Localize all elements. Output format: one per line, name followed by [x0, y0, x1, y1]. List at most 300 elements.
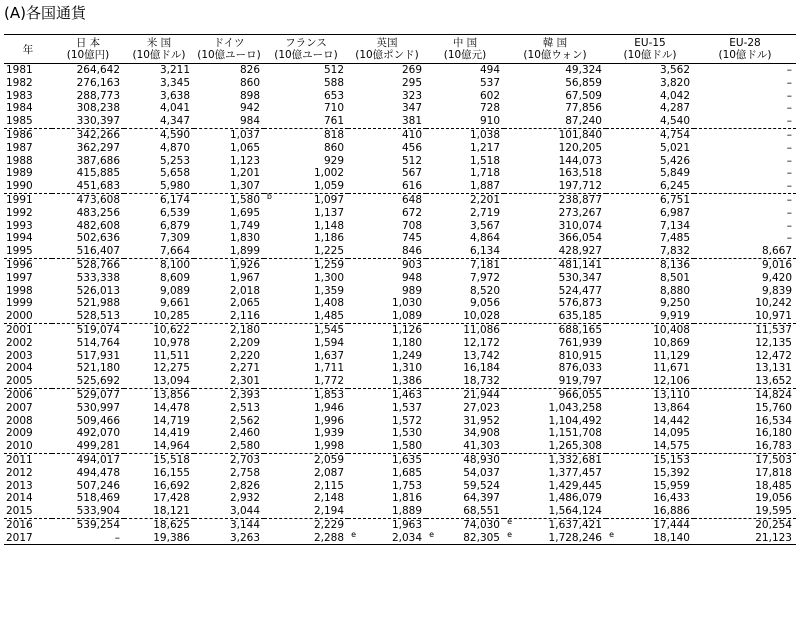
- cell-usa: [124, 285, 194, 298]
- value-uk: [402, 232, 422, 245]
- value-text: 16,155: [153, 466, 190, 479]
- cell-eu15: [606, 64, 694, 77]
- value-eu28: [755, 324, 792, 337]
- value-eu15: [660, 129, 690, 142]
- value-text: 15,153: [653, 453, 690, 466]
- value-usa: [160, 232, 190, 245]
- cell-eu15: [606, 128, 694, 141]
- value-eu28: [762, 285, 792, 298]
- cell-year: 1993: [6, 219, 33, 232]
- value-france: [314, 375, 344, 388]
- table-row: [4, 402, 796, 415]
- cell-china: [426, 375, 504, 388]
- value-text: 473,608: [76, 193, 120, 206]
- table-row: [4, 297, 796, 310]
- value-eu15: [660, 220, 690, 233]
- value-text: 8,136: [659, 258, 690, 271]
- value-text: 9,420: [761, 271, 792, 284]
- cell-eu15: [606, 142, 694, 155]
- value-text: 10,978: [153, 336, 190, 349]
- value-china: [463, 350, 500, 363]
- value-text: 1,249: [391, 349, 422, 362]
- cell-germany: [194, 467, 264, 480]
- value-text: 17,444: [653, 518, 690, 531]
- value-eu28: [787, 77, 792, 90]
- value-france: [314, 310, 344, 323]
- value-text: 1,889: [391, 505, 422, 518]
- cell-china: [426, 529, 512, 545]
- table-row: [4, 77, 796, 90]
- value-japan: [77, 259, 120, 272]
- value-text: 2,703: [229, 453, 260, 466]
- value-text: 310,074: [558, 219, 602, 232]
- cell-france: [264, 453, 348, 466]
- value-japan: [77, 492, 120, 505]
- cell-year: 2002: [6, 336, 33, 349]
- cell-year: 1981: [6, 64, 33, 76]
- value-text: 19,386: [153, 531, 190, 544]
- value-text: 9,016: [761, 258, 792, 271]
- value-text: 1,685: [391, 466, 422, 479]
- value-text: 810,915: [558, 349, 602, 362]
- table-row: [4, 167, 796, 180]
- cell-year: 1995: [4, 245, 52, 258]
- value-text: 4,754: [659, 128, 690, 141]
- value-china: [463, 467, 500, 480]
- value-text: 12,275: [153, 362, 190, 375]
- cell-japan: [52, 193, 124, 206]
- value-france: [324, 64, 344, 77]
- value-text: 1,939: [313, 427, 344, 440]
- cell-uk: [348, 90, 426, 103]
- value-korea: [549, 427, 602, 440]
- value-text: 17,503: [755, 453, 792, 466]
- cell-usa: [124, 128, 194, 141]
- value-text: 860: [323, 141, 344, 154]
- value-text: 428,927: [558, 245, 602, 258]
- value-usa: [153, 454, 190, 467]
- cell-usa: [124, 505, 194, 518]
- value-text: 7,134: [659, 219, 690, 232]
- unit-eu28: (10億ドル): [694, 49, 796, 64]
- value-france: [314, 220, 344, 233]
- cell-year: 2013: [6, 479, 33, 492]
- cell-france: [264, 297, 348, 310]
- cell-germany: [194, 142, 264, 155]
- value-text: 1,359: [313, 284, 344, 297]
- value-text: 539,254: [76, 518, 120, 531]
- value-uk: [392, 310, 422, 323]
- cell-eu28: [694, 350, 796, 363]
- cell-france: [264, 207, 348, 220]
- value-france: [314, 505, 344, 518]
- value-uk: [392, 324, 422, 337]
- cell-japan: [52, 258, 124, 271]
- cell-year: 2008: [6, 414, 33, 427]
- value-korea: [548, 529, 614, 545]
- value-eu15: [660, 259, 690, 272]
- cell-germany: [194, 518, 264, 531]
- value-text: 533,904: [76, 505, 120, 518]
- value-text: 3,211: [159, 64, 190, 76]
- cell-eu28: [694, 128, 796, 141]
- cell-germany: [194, 191, 272, 206]
- cell-china: [426, 350, 504, 363]
- cell-eu28: [694, 467, 796, 480]
- table-body: [4, 64, 796, 545]
- value-china: [470, 232, 500, 245]
- value-text: 521,988: [76, 297, 120, 310]
- value-text: 1,097: [313, 193, 344, 206]
- footnote-mark: e: [609, 529, 614, 539]
- cell-eu15: [606, 467, 694, 480]
- cell-china: [426, 258, 504, 271]
- value-text: 648: [401, 193, 422, 206]
- table-row: [4, 142, 796, 155]
- value-eu15: [653, 324, 690, 337]
- value-eu28: [755, 389, 792, 402]
- value-china: [470, 259, 500, 272]
- table-row: [4, 480, 796, 493]
- value-uk: [392, 297, 422, 310]
- cell-eu28: [694, 64, 796, 77]
- cell-germany: [194, 232, 264, 245]
- value-china: [480, 77, 500, 90]
- value-uk: [392, 454, 422, 467]
- cell-germany: [194, 207, 264, 220]
- value-text: 1,816: [391, 492, 422, 505]
- value-france: [314, 207, 344, 220]
- cell-france: [264, 415, 348, 428]
- value-japan: [77, 285, 120, 298]
- cell-france: [264, 427, 348, 440]
- value-text: 10,622: [153, 323, 190, 336]
- value-korea: [559, 220, 602, 233]
- cell-eu28: [694, 323, 796, 336]
- value-text: 653: [323, 89, 344, 102]
- cell-usa: [124, 142, 194, 155]
- table-row: [4, 310, 796, 323]
- value-text: 14,478: [153, 401, 190, 414]
- value-text: 1,572: [391, 414, 422, 427]
- value-eu28: [787, 155, 792, 168]
- cell-korea: [504, 232, 606, 245]
- cell-germany: [194, 272, 264, 285]
- value-text: 494,478: [76, 466, 120, 479]
- value-japan: [77, 454, 120, 467]
- value-text: 14,095: [653, 427, 690, 440]
- cell-usa: [124, 350, 194, 363]
- value-text: 9,919: [659, 310, 690, 323]
- table-row: [4, 323, 796, 336]
- cell-year: 2014: [6, 492, 33, 505]
- cell-eu15: [606, 310, 694, 323]
- footnote-mark: b: [266, 191, 272, 201]
- value-germany: [230, 415, 260, 428]
- value-china: [463, 454, 500, 467]
- value-germany: [230, 467, 260, 480]
- value-text: 410: [401, 128, 422, 141]
- value-china: [480, 90, 500, 103]
- cell-japan: [52, 402, 124, 415]
- cell-france: [264, 467, 348, 480]
- value-text: 56,859: [565, 76, 602, 89]
- cell-japan: [52, 128, 124, 141]
- value-usa: [153, 324, 190, 337]
- value-china: [470, 129, 500, 142]
- value-text: 517,931: [76, 349, 120, 362]
- value-japan: [77, 142, 120, 155]
- value-uk: [391, 529, 434, 545]
- cell-germany: [194, 220, 264, 233]
- cell-china: [426, 285, 504, 298]
- cell-korea: [504, 258, 606, 271]
- value-usa: [160, 64, 190, 77]
- cell-uk: [348, 453, 426, 466]
- value-text: 4,540: [659, 115, 690, 128]
- value-japan: [77, 505, 120, 518]
- cell-uk: [348, 518, 426, 531]
- cell-korea: [504, 323, 606, 336]
- cell-usa: [124, 440, 194, 453]
- value-china: [463, 310, 500, 323]
- value-text: 14,719: [153, 414, 190, 427]
- cell-japan: [52, 77, 124, 90]
- cell-france: [264, 337, 348, 350]
- value-france: [314, 454, 344, 467]
- value-usa: [160, 194, 190, 207]
- value-text: 1,518: [469, 154, 500, 167]
- value-text: 14,964: [153, 440, 190, 453]
- table-row: [4, 532, 796, 545]
- cell-uk: [348, 323, 426, 336]
- value-text: 482,608: [76, 219, 120, 232]
- value-text: 16,180: [755, 427, 792, 440]
- value-korea: [549, 505, 602, 518]
- value-germany: [230, 310, 260, 323]
- value-china: [480, 102, 500, 115]
- value-text: 6,174: [159, 193, 190, 206]
- table-row: [4, 245, 796, 258]
- value-text: 494,017: [76, 453, 120, 466]
- cell-eu28: [694, 532, 796, 545]
- cell-germany: [194, 532, 264, 545]
- value-text: 1,486,079: [548, 492, 602, 505]
- cell-year: 1990: [4, 180, 52, 193]
- table-row: [4, 415, 796, 428]
- value-usa: [153, 415, 190, 428]
- value-korea: [559, 129, 602, 142]
- value-text: 1,217: [469, 141, 500, 154]
- value-korea: [549, 492, 602, 505]
- value-eu15: [653, 519, 690, 532]
- value-france: [324, 102, 344, 115]
- cell-japan: [52, 453, 124, 466]
- value-text: 2,460: [229, 427, 260, 440]
- cell-japan: [52, 297, 124, 310]
- cell-china: [426, 180, 504, 193]
- table-row: [4, 375, 796, 388]
- cell-year: 1987: [6, 141, 33, 154]
- cell-france: [264, 375, 348, 388]
- value-text: 876,033: [558, 362, 602, 375]
- cell-eu15: [606, 232, 694, 245]
- cell-france: [264, 362, 348, 375]
- cell-japan: [52, 155, 124, 168]
- value-germany: [230, 362, 260, 375]
- value-usa: [153, 389, 190, 402]
- cell-france: [264, 402, 348, 415]
- value-eu28: [762, 272, 792, 285]
- value-text: 5,849: [659, 167, 690, 180]
- cell-japan: [52, 362, 124, 375]
- cell-china: [426, 245, 504, 258]
- value-text: 1,148: [313, 219, 344, 232]
- value-eu15: [653, 480, 690, 493]
- value-eu15: [660, 272, 690, 285]
- value-text: 521,180: [76, 362, 120, 375]
- cell-china: [426, 297, 504, 310]
- cell-usa: [124, 388, 194, 401]
- value-text: 761: [323, 115, 344, 128]
- value-text: 1,749: [229, 219, 260, 232]
- value-germany: [230, 440, 260, 453]
- value-text: 15,392: [653, 466, 690, 479]
- value-text: 1,753: [391, 479, 422, 492]
- cell-china: [426, 115, 504, 128]
- value-text: 8,520: [469, 284, 500, 297]
- cell-japan: [52, 350, 124, 363]
- cell-eu28: [694, 193, 796, 206]
- cell-uk: [348, 232, 426, 245]
- value-text: 11,537: [755, 323, 792, 336]
- value-text: 308,238: [76, 102, 120, 115]
- value-text: 1,853: [313, 388, 344, 401]
- value-text: 4,870: [159, 141, 190, 154]
- value-text: 2,148: [313, 492, 344, 505]
- value-text: 273,267: [558, 206, 602, 219]
- value-text: 456: [401, 141, 422, 154]
- value-germany: [230, 350, 260, 363]
- cell-china: [426, 427, 504, 440]
- value-text: –: [786, 115, 792, 128]
- value-eu15: [653, 505, 690, 518]
- value-text: 21,944: [463, 388, 500, 401]
- cell-usa: [124, 480, 194, 493]
- value-text: 9,056: [469, 297, 500, 310]
- value-text: 2,201: [469, 193, 500, 206]
- value-eu28: [755, 375, 792, 388]
- value-france: [314, 362, 344, 375]
- value-eu15: [660, 155, 690, 168]
- value-text: 1,332,681: [548, 453, 602, 466]
- value-japan: [77, 155, 120, 168]
- value-text: 10,285: [153, 310, 190, 323]
- value-text: 9,250: [659, 297, 690, 310]
- cell-japan: [52, 532, 124, 545]
- unit-uk: (10億ポンド): [348, 49, 426, 64]
- value-text: 18,140: [653, 531, 690, 544]
- cell-eu28: [694, 155, 796, 168]
- table-row: [4, 90, 796, 103]
- cell-eu28: [694, 207, 796, 220]
- value-text: 2,065: [229, 297, 260, 310]
- cell-korea: [504, 285, 606, 298]
- value-text: 14,419: [153, 427, 190, 440]
- value-japan: [77, 467, 120, 480]
- cell-usa: [124, 167, 194, 180]
- cell-germany: [194, 375, 264, 388]
- cell-germany: [194, 440, 264, 453]
- value-usa: [153, 480, 190, 493]
- cell-france: [264, 440, 348, 453]
- value-japan: [77, 180, 120, 193]
- value-korea: [559, 285, 602, 298]
- cell-usa: [124, 492, 194, 505]
- value-text: 13,094: [153, 375, 190, 388]
- value-japan: [77, 310, 120, 323]
- cell-uk: [348, 102, 426, 115]
- value-text: 635,185: [558, 310, 602, 323]
- value-text: 6,245: [659, 180, 690, 193]
- value-japan: [77, 389, 120, 402]
- cell-germany: [194, 115, 264, 128]
- value-china: [470, 207, 500, 220]
- cell-japan: [52, 64, 124, 77]
- cell-eu28: [694, 505, 796, 518]
- cell-usa: [124, 310, 194, 323]
- cell-usa: [124, 77, 194, 90]
- value-germany: [230, 532, 260, 545]
- value-text: 518,469: [76, 492, 120, 505]
- value-text: 2,087: [313, 466, 344, 479]
- cell-uk: [348, 467, 426, 480]
- value-text: 1,037: [229, 128, 260, 141]
- cell-germany: [194, 64, 264, 77]
- value-uk: [402, 64, 422, 77]
- cell-year: 1997: [6, 271, 33, 284]
- value-text: 31,952: [463, 414, 500, 427]
- cell-germany: [194, 402, 264, 415]
- cell-korea: [504, 142, 606, 155]
- value-text: 269: [401, 64, 422, 76]
- cell-france: [264, 77, 348, 90]
- value-germany: [240, 64, 260, 77]
- value-text: 2,115: [313, 479, 344, 492]
- value-text: 1,126: [391, 323, 422, 336]
- value-usa: [160, 180, 190, 193]
- value-china: [463, 402, 500, 415]
- cell-eu15: [606, 362, 694, 375]
- cell-china: [426, 388, 504, 401]
- cell-korea: [504, 77, 606, 90]
- value-text: 1,637,421: [548, 518, 602, 531]
- value-text: 2,271: [229, 362, 260, 375]
- cell-germany: [194, 155, 264, 168]
- value-japan: [77, 427, 120, 440]
- value-text: 1,564,124: [548, 505, 602, 518]
- cell-korea: [504, 180, 606, 193]
- cell-uk: [348, 167, 426, 180]
- value-korea: [565, 77, 602, 90]
- cell-year: 1999: [6, 297, 33, 310]
- value-germany: [240, 77, 260, 90]
- value-text: 13,652: [755, 375, 792, 388]
- value-text: 860: [239, 76, 260, 89]
- value-text: 7,181: [469, 258, 500, 271]
- value-text: 16,534: [755, 414, 792, 427]
- value-eu28: [755, 467, 792, 480]
